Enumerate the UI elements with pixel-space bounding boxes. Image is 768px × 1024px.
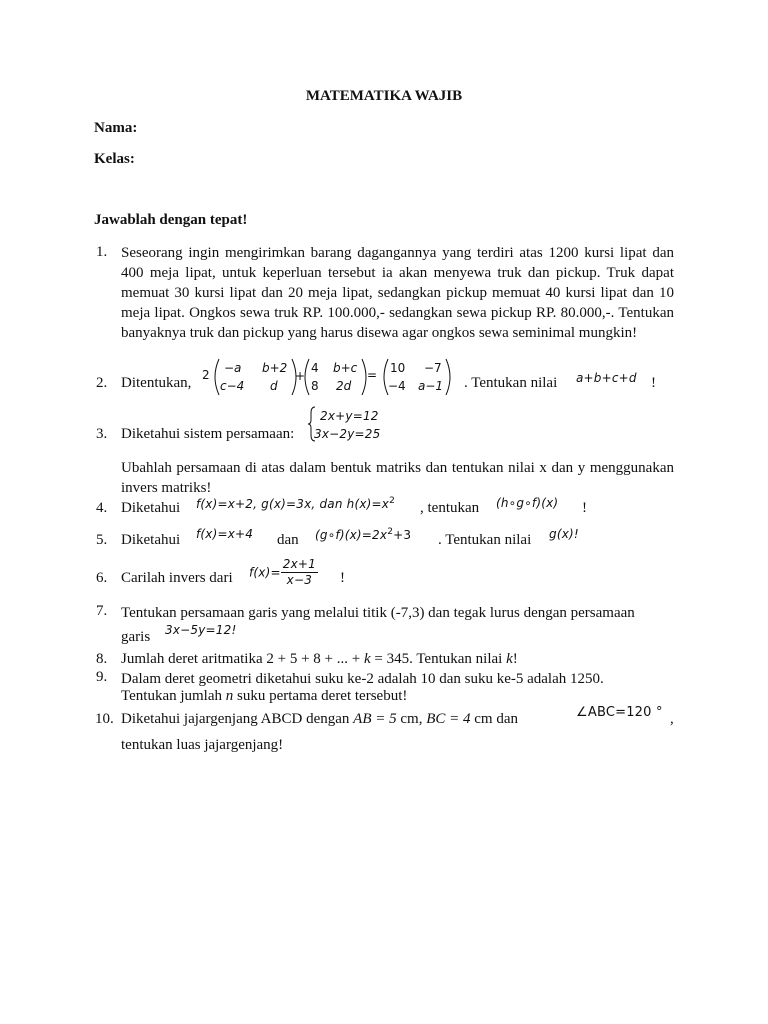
- matrix-2-cell-22: 2d: [336, 379, 352, 393]
- question-number-9: 9.: [96, 669, 108, 685]
- question-5-lead: Diketahui: [121, 532, 181, 548]
- system-equation-2: 3x−2y=25: [314, 427, 381, 441]
- question-9-n: n: [225, 688, 234, 704]
- matrix-plus: +: [295, 369, 306, 383]
- question-3-lead: Diketahui sistem persamaan:: [121, 426, 295, 442]
- question-5-exponent: 2: [387, 527, 394, 537]
- question-5-composition-tail: +3: [393, 528, 412, 542]
- question-5-dan: dan: [277, 532, 299, 548]
- question-4-target: (h∘g∘f)(x): [496, 496, 559, 510]
- question-6-lhs: f(x)=: [249, 565, 281, 580]
- question-7-text: Tentukan persamaan garis yang melalui titik (-7,3) dan tegak lurus dengan persamaan: [121, 605, 635, 621]
- question-number-8: 8.: [96, 651, 108, 667]
- question-5-target: g(x)!: [549, 527, 579, 541]
- question-10-cm1: cm,: [396, 711, 427, 727]
- question-number-6: 6.: [96, 570, 108, 586]
- question-number-7: 7.: [96, 603, 108, 619]
- question-6-lead: Carilah invers dari: [121, 570, 233, 586]
- question-number-10: 10.: [95, 711, 114, 727]
- question-9-text2-b: suku pertama deret tersebut!: [233, 688, 408, 704]
- question-6-function: [249, 557, 318, 588]
- question-2-end: !: [651, 375, 656, 391]
- question-1-text: Seseorang ingin mengirimkan barang dagangannya yang terdiri atas 1200 kursi lipat dan 400 meja lipat, untuk keperluan tersebut ia akan menyewa truk dan pickup. Truk dapat memuat 30 kursi lipat dan 20 meja lipat, sedangkan pickup memuat 40 kursi lipat dan 10 meja lipat. Ongkos sewa truk RP. 100.000,- sedangkan sewa pickup RP. 80.000,-. Tentukan banyaknya truk dan pickup yang harus disewa agar ongkos sewa seminimal mungkin!: [121, 245, 674, 341]
- question-number-2: 2.: [96, 375, 108, 391]
- question-9-text2-a: Tentukan jumlah: [121, 688, 226, 704]
- question-8-text-b: = 345. Tentukan nilai: [370, 651, 507, 667]
- question-5-f: f(x)=x+4: [196, 527, 254, 541]
- matrix-equation: [202, 358, 458, 396]
- question-4-exponent: 2: [389, 496, 396, 506]
- matrix-3-cell-11: 10: [390, 361, 406, 375]
- matrix-3-cell-12: −7: [424, 361, 442, 375]
- question-8-end: !: [512, 651, 518, 667]
- question-10-lead: Diketahui jajargenjang ABCD dengan: [121, 711, 354, 727]
- question-4-end: !: [582, 500, 587, 516]
- question-2-tail: . Tentukan nilai: [464, 375, 558, 391]
- question-10-line2: tentukan luas jajargenjang!: [121, 737, 284, 753]
- instruction-heading: Jawablah dengan tepat!: [94, 212, 248, 228]
- question-4-functions: [196, 496, 395, 511]
- question-5-mid: . Tentukan nilai: [438, 532, 532, 548]
- question-10-bc: BC = 4: [426, 711, 471, 727]
- question-10-text: [121, 711, 518, 728]
- question-number-1: 1.: [96, 244, 108, 260]
- fraction-numerator: 2x+1: [282, 557, 316, 571]
- question-10-angle: ∠ABC=120 °: [576, 705, 663, 720]
- question-9-line2: [121, 688, 407, 705]
- document-title: MATEMATIKA WAJIB: [305, 88, 463, 104]
- question-8-text-a: Jumlah deret aritmatika 2 + 5 + 8 + ... +: [121, 651, 364, 667]
- class-label: Kelas:: [94, 151, 135, 167]
- question-9-text: Dalam deret geometri diketahui suku ke-2 adalah 10 dan suku ke-5 adalah 1250.: [121, 671, 604, 687]
- question-2-lead: Ditentukan,: [121, 375, 192, 391]
- question-7-line2: garis: [121, 629, 151, 645]
- question-number-5: 5.: [96, 532, 108, 548]
- matrix-coefficient: 2: [202, 368, 210, 382]
- matrix-2-cell-12: b+c: [333, 361, 358, 375]
- question-7-expression: 3x−5y=12!: [165, 623, 237, 637]
- question-3-text: Ubahlah persamaan di atas dalam bentuk matriks dan tentukan nilai x dan y menggunakan invers matriks!: [121, 460, 674, 496]
- matrix-1-cell-22: d: [270, 379, 278, 393]
- question-5-composition: [315, 527, 411, 542]
- question-10-ab: AB = 5: [353, 711, 397, 727]
- matrix-1-cell-11: −a: [224, 361, 242, 375]
- question-8-text: [121, 651, 518, 668]
- matrix-2-cell-21: 8: [311, 379, 319, 393]
- question-4-lead: Diketahui: [121, 500, 181, 516]
- matrix-equals: =: [367, 368, 378, 382]
- question-8-k2: k: [506, 651, 513, 667]
- question-6-fraction: [281, 557, 318, 588]
- question-8-k1: k: [363, 651, 371, 667]
- question-number-3: 3.: [96, 426, 108, 442]
- question-4-functions-text: f(x)=x+2, g(x)=3x, dan h(x)=x: [196, 497, 390, 511]
- system-equation-1: 2x+y=12: [320, 409, 379, 423]
- fraction-denominator: x−3: [286, 573, 313, 587]
- question-5-composition-text: (g∘f)(x)=2x: [315, 528, 388, 542]
- question-2-expression: a+b+c+d: [576, 371, 637, 385]
- question-4-mid: , tentukan: [420, 500, 480, 516]
- matrix-1-cell-21: c−4: [220, 379, 245, 393]
- question-number-4: 4.: [96, 500, 108, 516]
- matrix-2-cell-11: 4: [311, 361, 319, 375]
- name-label: Nama:: [94, 120, 138, 136]
- matrix-3-cell-21: −4: [388, 379, 406, 393]
- question-10-cm2: cm dan: [470, 711, 518, 727]
- matrix-3-cell-22: a−1: [418, 379, 444, 393]
- matrix-1-cell-12: b+2: [262, 361, 288, 375]
- question-10-comma: ,: [670, 711, 674, 727]
- question-6-end: !: [340, 570, 345, 586]
